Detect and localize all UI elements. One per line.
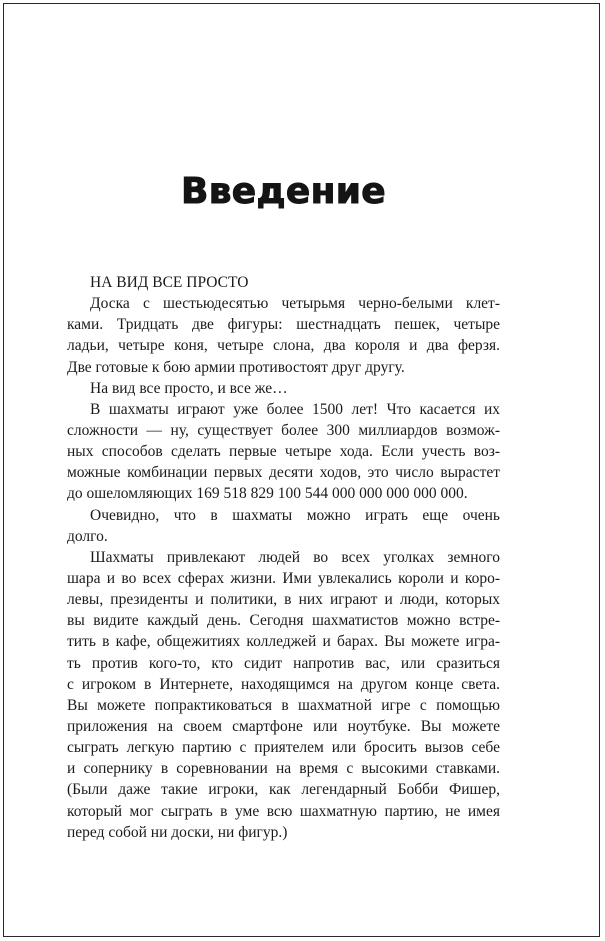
- text-line: сложности — ну, существует более 300 миллиардов возмож-: [67, 421, 500, 439]
- text-line: который мог сыграть в уме всю шахматную партию, не имея: [67, 802, 500, 820]
- text-line: Две готовые к бою армии противостоят друг другу.: [67, 358, 405, 376]
- text-line: перед собой ни доски, ни фигур.): [67, 823, 288, 841]
- text-line: до ошеломляющих 169 518 829 100 544 000 000 000 000 000.: [67, 485, 468, 503]
- paragraph: [67, 399, 500, 505]
- text-line: вы видите каждый день. Сегодня шахматистов можно встре-: [67, 612, 500, 630]
- text-line: Очевидно, что в шахматы можно играть еще очень: [90, 506, 500, 524]
- text-line: (Были даже такие игроки, как легендарный Бобби Фишер,: [67, 781, 500, 799]
- chapter-title: Введение: [180, 171, 387, 212]
- text-line: ных способов сделать первые четыре хода. Если учесть воз-: [67, 443, 500, 461]
- text-line: Доска с шестьюдесятью четырьмя черно-белыми клет-: [90, 295, 500, 313]
- text-line: левы, президенты и политики, в них играют и люди, которых: [67, 591, 500, 609]
- text-line: сыграть легкую партию с приятелем или бросить вызов себе: [67, 739, 500, 757]
- section-heading: НА ВИД ВСЕ ПРОСТО: [90, 274, 249, 291]
- body-text: [67, 272, 500, 843]
- text-line: Вы можете попрактиковаться в шахматной игре с помощью: [67, 696, 500, 714]
- text-line: приложения на своем смартфоне или ноутбуке. Вы можете: [67, 717, 500, 735]
- text-line: долго.: [67, 527, 108, 545]
- text-line: ками. Тридцать две фигуры: шестнадцать пешек, четыре: [67, 316, 500, 334]
- text-line: можные комбинации первых десяти ходов, это число вырастет: [67, 464, 500, 482]
- text-line: На вид все просто, и все же…: [90, 379, 288, 397]
- text-line: В шахматы играют уже более 1500 лет! Что касается их: [90, 400, 500, 418]
- text-line: с игроком в Интернете, находящимся на другом конце света.: [67, 675, 500, 693]
- text-line: шара и во всех сферах жизни. Ими увлекались короли и коро-: [67, 569, 500, 587]
- text-line: ладьи, четыре коня, четыре слона, два короля и два ферзя.: [67, 337, 500, 355]
- paragraph: [67, 505, 500, 547]
- paragraph: [67, 293, 500, 378]
- paragraph: [67, 547, 500, 843]
- paragraph: [67, 378, 500, 399]
- text-line: и сопернику в соревновании на время с высокими ставками.: [67, 760, 500, 778]
- text-line: тить в кафе, общежитиях колледжей и барах. Вы можете игра-: [67, 633, 500, 651]
- text-line: Шахматы привлекают людей во всех уголках земного: [90, 548, 500, 566]
- text-line: ть против кого-то, кто сидит напротив вас, или сразиться: [67, 654, 500, 672]
